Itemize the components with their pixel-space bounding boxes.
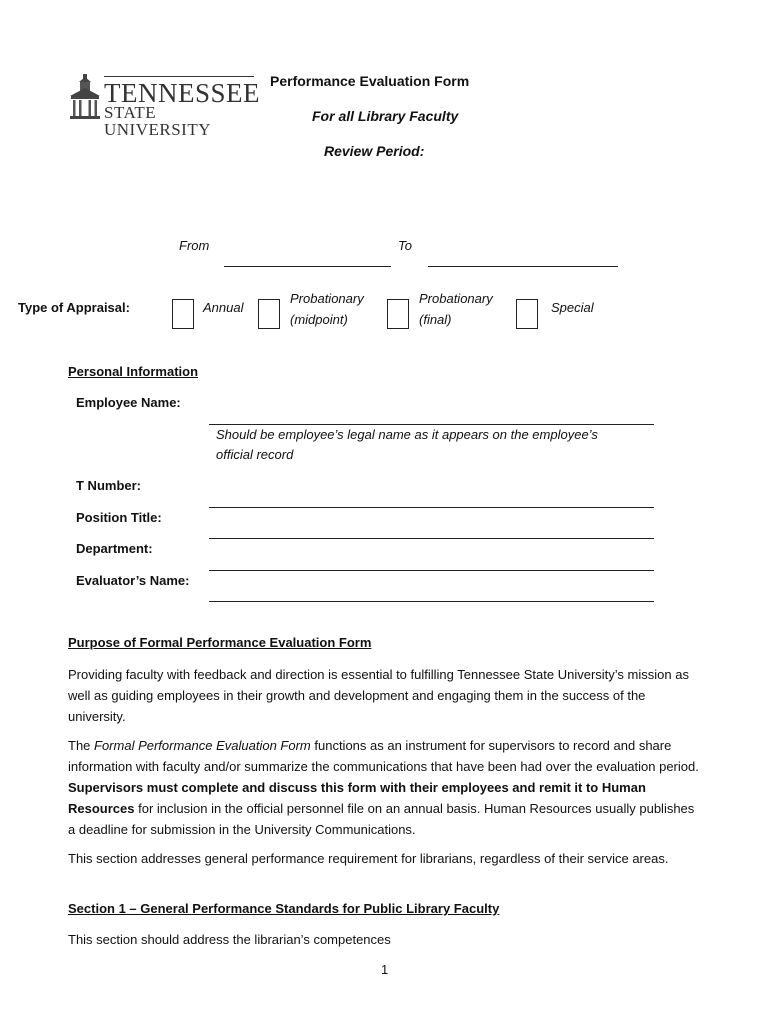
appraisal-label: Type of Appraisal:	[18, 300, 130, 315]
form-title: Performance Evaluation Form	[270, 73, 470, 89]
probationary-final-checkbox[interactable]	[387, 299, 409, 329]
building-icon	[68, 74, 102, 122]
employee-name-note-1: Should be employee’s legal name as it appears on the employee’s	[216, 427, 598, 442]
purpose-paragraph-2-e: for inclusion in the official personnel file on an annual basis. Human Resources usually publishes a deadline for submission in the University Communications.	[68, 801, 695, 837]
special-label: Special	[551, 300, 594, 315]
from-date-line[interactable]	[224, 266, 391, 267]
logo-line-1: TENNESSEE	[104, 78, 260, 108]
purpose-paragraph-2-a: The	[68, 738, 95, 753]
form-subtitle: For all Library Faculty	[312, 108, 459, 124]
form-name-italic: Formal Performance Evaluation Form	[94, 738, 311, 753]
employee-name-line[interactable]	[209, 424, 654, 425]
university-logo	[68, 74, 260, 139]
review-period-label: Review Period:	[324, 143, 425, 159]
to-label: To	[398, 238, 412, 253]
probationary-midpoint-label-2: (midpoint)	[290, 312, 348, 327]
probationary-midpoint-label-1: Probationary	[290, 291, 364, 306]
section-1-heading: Section 1 – General Performance Standards for Public Library Faculty	[68, 901, 500, 916]
purpose-paragraph-1: Providing faculty with feedback and direction is essential to fulfilling Tennessee State University’s mission as well as guiding employees in their growth and development and engaging them in the success of the university.	[68, 667, 689, 724]
personal-info-heading: Personal Information	[68, 364, 199, 379]
evaluator-name-label: Evaluator’s Name:	[76, 573, 190, 588]
from-label: From	[179, 238, 210, 253]
t-number-line[interactable]	[209, 507, 654, 508]
annual-checkbox[interactable]	[172, 299, 194, 329]
special-checkbox[interactable]	[516, 299, 538, 329]
annual-label: Annual	[203, 300, 244, 315]
evaluator-name-line[interactable]	[209, 601, 654, 602]
t-number-label: T Number:	[76, 478, 141, 493]
purpose-paragraph-2-c: functions as an instrument for supervisors to record and share information with faculty and/or summarize the communications that have been had over the evaluation period.	[68, 738, 699, 774]
employee-name-label: Employee Name:	[76, 395, 181, 410]
position-title-label: Position Title:	[76, 510, 162, 525]
purpose-paragraph-3: This section addresses general performance requirement for librarians, regardless of their service areas.	[68, 851, 669, 866]
probationary-midpoint-checkbox[interactable]	[258, 299, 280, 329]
page-number: 1	[381, 962, 389, 977]
purpose-heading: Purpose of Formal Performance Evaluation Form	[68, 635, 372, 650]
supervisor-requirement: Supervisors must complete and discuss this form with their employees and remit it to Human Resources	[68, 780, 646, 816]
logo-line-2: STATE UNIVERSITY	[104, 103, 211, 139]
employee-name-note-2: official record	[216, 447, 294, 462]
probationary-final-label-2: (final)	[419, 312, 452, 327]
department-label: Department:	[76, 541, 153, 556]
to-date-line[interactable]	[428, 266, 618, 267]
purpose-paragraph-2	[68, 735, 703, 840]
position-title-line[interactable]	[209, 538, 654, 539]
probationary-final-label-1: Probationary	[419, 291, 493, 306]
department-line[interactable]	[209, 570, 654, 571]
section-1-text: This section should address the librarian’s competences	[68, 932, 391, 947]
